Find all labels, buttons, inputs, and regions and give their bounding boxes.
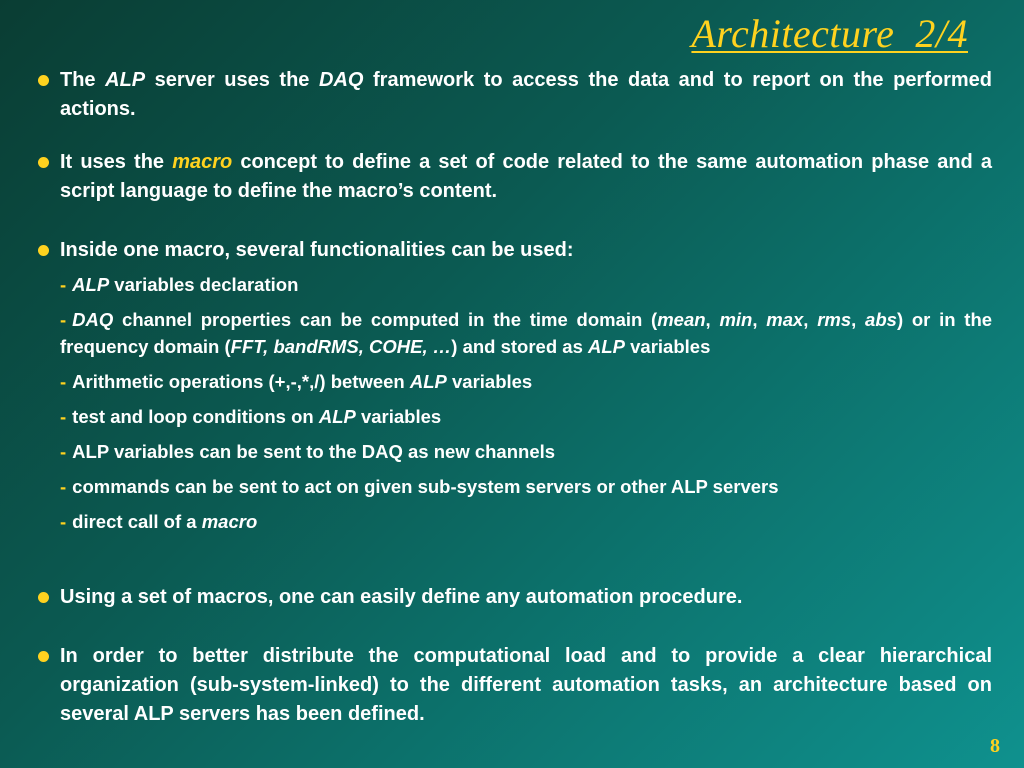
sub-item-new-channels: - ALP variables can be sent to the DAQ as new channels — [60, 441, 556, 462]
sub-item-test-loop: - test and loop conditions on ALP variables — [60, 406, 442, 427]
page-number: 8 — [990, 735, 1000, 757]
sub-item-direct-call: - direct call of a macro — [60, 511, 258, 532]
bullet-dot-icon — [38, 651, 49, 662]
bullet-text: The ALP server uses the DAQ framework to access the data and to report on the performed actions. — [60, 69, 993, 120]
sub-item-daq-channel-properties: - DAQ channel properties can be computed in the time domain (mean, min, max, rms, abs) or in the frequency domain (FFT, bandRMS, COHE, …) and stored as ALP variables — [60, 309, 993, 357]
bullet-dot-icon — [38, 592, 49, 603]
bullet-text: Inside one macro, several functionalities can be used: — [60, 239, 574, 261]
sub-item-commands: - commands can be sent to act on given sub-system servers or other ALP servers — [60, 476, 779, 497]
sub-item-variables-declaration: - ALP variables declaration — [60, 274, 299, 295]
bullet-macro-concept — [38, 148, 992, 206]
bullet-functionalities — [38, 236, 992, 265]
bullet-dot-icon — [38, 157, 49, 168]
slide-body — [38, 66, 992, 729]
bullet-text: In order to better distribute the computational load and to provide a clear hierarchical organization (sub-system-linked) to the different automation tasks, an architecture based on several ALP servers has been defined. — [60, 645, 992, 725]
sub-item-arithmetic: - Arithmetic operations (+,-,*,/) between ALP variables — [60, 371, 533, 392]
bullet-dot-icon — [38, 245, 49, 256]
bullet-alp-server — [38, 66, 992, 124]
bullet-text: Using a set of macros, one can easily define any automation procedure. — [60, 586, 743, 608]
slide-title: Architecture 2/4 — [691, 11, 968, 56]
bullet-architecture — [38, 642, 992, 729]
bullet-automation-procedure — [38, 583, 992, 612]
bullet-dot-icon — [38, 75, 49, 86]
bullet-text: It uses the macro concept to define a set of code related to the same automation phase and a script language to define the macro’s content. — [60, 151, 992, 202]
